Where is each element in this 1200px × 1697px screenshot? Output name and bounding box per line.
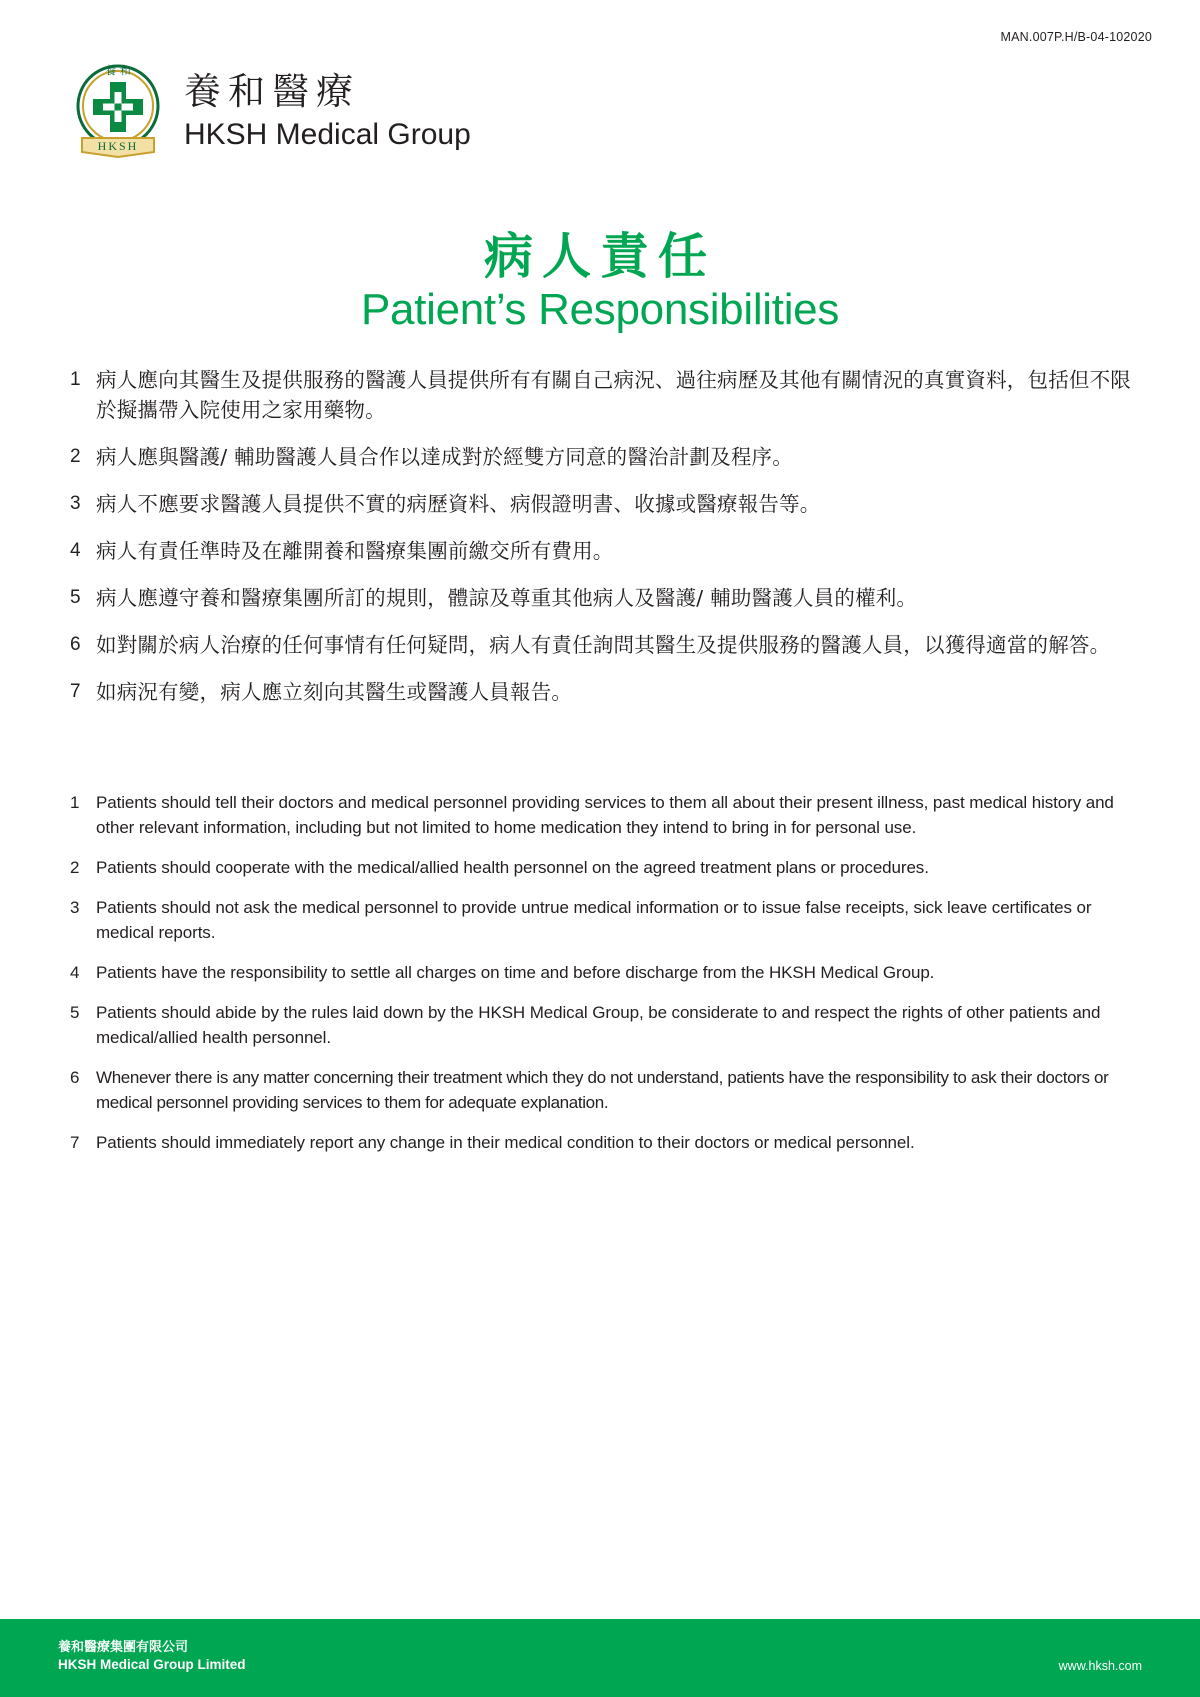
list-item [70, 489, 1135, 519]
list-item-text: 如對關於病人治療的任何事情有任何疑問，病人有責任詢問其醫生及提供服務的醫護人員，以獲得適當的解答。 [96, 633, 1111, 657]
list-item-text: Patients have the responsibility to settle all charges on time and before discharge from the HKSH Medical Group. [96, 963, 935, 982]
list-item-number: 4 [70, 540, 81, 561]
list-item [70, 442, 1135, 472]
page-title-en: Patient’s Responsibilities [360, 285, 840, 334]
list-item-number: 7 [70, 1133, 80, 1152]
list-item-number: 3 [70, 898, 80, 917]
list-item-number: 1 [70, 793, 80, 812]
list-item [70, 960, 1135, 985]
list-item-number: 6 [70, 634, 81, 655]
list-item-number: 1 [70, 369, 81, 390]
list-item-text: Patients should not ask the medical personnel to provide untrue medical information or to issue false receipts, sick leave certificates or medical reports. [96, 898, 1092, 942]
page-title-cn: 病人責任 [483, 228, 716, 285]
list-item-number: 5 [70, 1003, 80, 1022]
list-item-text: 病人應與醫護/ 輔助醫護人員合作以達成對於經雙方同意的醫治計劃及程序。 [96, 445, 793, 469]
list-item-number: 4 [70, 963, 80, 982]
list-item-number: 7 [70, 681, 81, 702]
list-item [70, 630, 1135, 660]
list-item-text: 如病況有變，病人應立刻向其醫生或醫護人員報告。 [96, 680, 573, 704]
list-item-number: 6 [70, 1068, 80, 1087]
list-item [70, 677, 1135, 707]
list-item-text: 病人應遵守養和醫療集團所訂的規則，體諒及尊重其他病人及醫護/ 輔助醫護人員的權利。 [96, 586, 918, 610]
list-item [70, 895, 1135, 945]
list-item-text: Patients should tell their doctors and medical personnel providing services to them all about their present illness, past medical history and other relevant information, including but not limited to home medication they intend to bring in for personal use. [96, 793, 1114, 837]
list-item-text: Whenever there is any matter concerning their treatment which they do not understand, patients have the responsibility to ask their doctors or medical personnel providing services to them for adequate explanation. [96, 1068, 1109, 1112]
list-item-text: Patients should immediately report any change in their medical condition to their doctors or medical personnel. [96, 1133, 915, 1152]
page-footer [0, 1619, 1200, 1697]
list-item-number: 2 [70, 858, 80, 877]
list-item [70, 855, 1135, 880]
responsibilities-list-cn [70, 365, 1135, 707]
footer-company-cn: 養和醫療集團有限公司 [58, 1640, 189, 1655]
list-item [70, 790, 1135, 840]
list-item-text: Patients should cooperate with the medical/allied health personnel on the agreed treatment plans or procedures. [96, 858, 929, 877]
list-item-text: Patients should abide by the rules laid down by the HKSH Medical Group, be considerate to and respect the rights of other patients and medical/allied health personnel. [96, 1003, 1101, 1047]
list-item [70, 1065, 1135, 1115]
list-item-text: 病人應向其醫生及提供服務的醫護人員提供所有有關自己病況、過往病歷及其他有關情況的真實資料，包括但不限於擬攜帶入院使用之家用藥物。 [96, 368, 1131, 422]
list-item [70, 1130, 1135, 1155]
list-item [70, 365, 1135, 425]
list-item-number: 2 [70, 446, 81, 467]
hksh-logo-icon [68, 58, 168, 166]
brand-name-en: HKSH Medical Group [184, 117, 471, 151]
brand-header [68, 58, 471, 166]
list-item-number: 5 [70, 587, 81, 608]
brand-wordmark [184, 71, 471, 153]
brand-name-cn: 養和醫療 [184, 70, 360, 114]
list-item [70, 583, 1135, 613]
responsibilities-list-en [70, 790, 1135, 1155]
list-item-number: 3 [70, 493, 81, 514]
footer-company [58, 1639, 246, 1673]
document-code: MAN.007P.H/B-04-102020 [1000, 30, 1152, 44]
list-item [70, 1000, 1135, 1050]
footer-company-en: HKSH Medical Group Limited [58, 1657, 246, 1672]
list-item-text: 病人不應要求醫護人員提供不實的病歷資料、病假證明書、收據或醫療報告等。 [96, 492, 821, 516]
svg-text:養 和: 養 和 [105, 64, 131, 77]
footer-website-link[interactable]: www.hksh.com [1058, 1659, 1142, 1673]
list-item-text: 病人有責任準時及在離開養和醫療集團前繳交所有費用。 [96, 539, 614, 563]
list-item [70, 536, 1135, 566]
svg-text:HKSH: HKSH [97, 139, 139, 153]
